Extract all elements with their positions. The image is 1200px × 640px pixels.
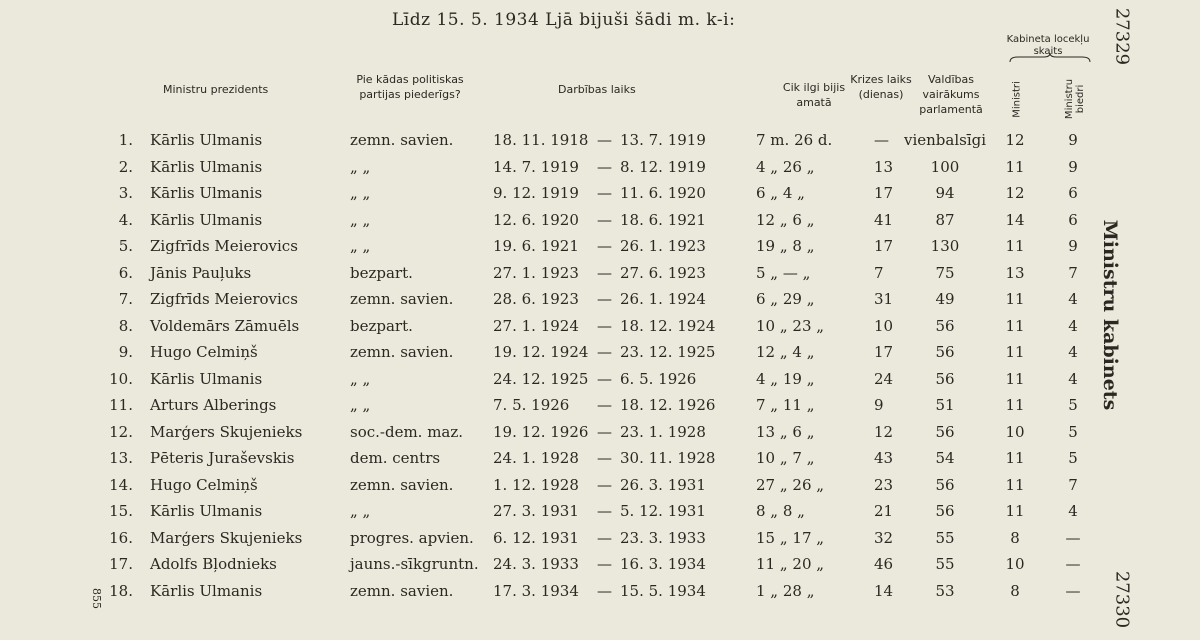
date-dash: — (597, 131, 612, 149)
duration: 7 m. 26 d. (756, 131, 833, 149)
crisis-days: 43 (874, 449, 894, 467)
party: „ „ (350, 396, 371, 414)
ministers-count: 12 (1005, 131, 1025, 149)
ministers-members-count: 5 (1068, 396, 1078, 414)
duration: 7 „ 11 „ (756, 396, 815, 414)
start-date: 24. 12. 1925 (493, 369, 589, 388)
crisis-days: 14 (874, 581, 894, 600)
row-number: 13. (109, 449, 133, 467)
start-date: 27. 1. 1923 (493, 263, 579, 282)
table-row (0, 578, 1200, 605)
table-row (0, 419, 1200, 446)
table-row (0, 286, 1200, 313)
header-crisis: Krizes laiks (dienas) (850, 73, 912, 101)
cabinet-table (0, 127, 1200, 604)
ministers-members-count: 4 (1068, 502, 1078, 520)
header-prime-minister: Ministru prezidents (163, 83, 269, 96)
crisis-days: — (874, 131, 889, 149)
duration: 27 „ 26 „ (756, 475, 825, 494)
crisis-days: 31 (874, 290, 894, 308)
majority: 56 (935, 369, 955, 388)
crisis-days: 41 (874, 210, 894, 229)
start-date: 19. 12. 1924 (493, 343, 589, 361)
brace-icon (1008, 52, 1092, 64)
duration: 19 „ 8 „ (756, 237, 815, 255)
prime-minister-name: Kārlis Ulmanis (150, 369, 263, 388)
party: bezpart. (350, 263, 413, 282)
party: zemn. savien. (350, 475, 454, 494)
ministers-count: 11 (1005, 369, 1025, 388)
prime-minister-name: Adolfs Bļodnieks (150, 555, 277, 573)
ministers-count: 11 (1005, 343, 1025, 361)
header-period: Darbības laiks (558, 83, 636, 96)
crisis-days: 24 (874, 369, 894, 388)
party: jauns.-sīkgruntn. (350, 555, 479, 573)
row-number: 2. (118, 157, 133, 176)
prime-minister-name: Kārlis Ulmanis (150, 210, 263, 229)
start-date: 28. 6. 1923 (493, 290, 579, 308)
ministers-members-count: 5 (1068, 422, 1078, 441)
start-date: 19. 12. 1926 (493, 422, 589, 441)
ministers-members-count: 4 (1068, 290, 1078, 308)
header-cabinet-members: Kabineta locekļu skaits (1006, 34, 1090, 57)
party: bezpart. (350, 316, 413, 335)
header-ministers: Ministri (1011, 81, 1023, 118)
row-number: 1. (118, 131, 133, 149)
start-date: 27. 1. 1924 (493, 316, 579, 335)
date-dash: — (597, 210, 612, 229)
date-dash: — (597, 369, 612, 388)
ministers-members-count: 6 (1068, 184, 1078, 202)
date-dash: — (597, 263, 612, 282)
duration: 10 „ 23 „ (756, 316, 825, 335)
crisis-days: 23 (874, 475, 894, 494)
end-date: 23. 1. 1928 (620, 422, 706, 441)
majority: 56 (935, 502, 955, 520)
prime-minister-name: Kārlis Ulmanis (150, 581, 263, 600)
crisis-days: 21 (874, 502, 894, 520)
prime-minister-name: Pēteris Juraševskis (150, 449, 295, 467)
majority: 54 (935, 449, 955, 467)
row-number: 3. (118, 184, 133, 202)
majority: 51 (935, 396, 955, 414)
crisis-days: 17 (874, 237, 894, 255)
date-dash: — (597, 555, 612, 573)
row-number: 15. (109, 502, 133, 520)
party: zemn. savien. (350, 581, 454, 600)
party: progres. apvien. (350, 528, 474, 547)
prime-minister-name: Arturs Alberings (150, 396, 277, 414)
majority: 75 (935, 263, 955, 282)
row-number: 10. (109, 369, 133, 388)
sheet-number-bottom: 27330 (1111, 570, 1133, 629)
table-row (0, 154, 1200, 181)
end-date: 23. 3. 1933 (620, 528, 706, 547)
end-date: 11. 6. 1920 (620, 184, 706, 202)
start-date: 12. 6. 1920 (493, 210, 579, 229)
start-date: 14. 7. 1919 (493, 157, 579, 176)
crisis-days: 9 (874, 396, 884, 414)
ministers-count: 12 (1005, 184, 1025, 202)
majority: 55 (935, 555, 955, 573)
duration: 8 „ 8 „ (756, 502, 805, 520)
date-dash: — (597, 422, 612, 441)
prime-minister-name: Voldemārs Zāmuēls (150, 316, 300, 335)
end-date: 23. 12. 1925 (620, 343, 716, 361)
duration: 5 „ — „ (756, 263, 811, 282)
prime-minister-name: Marģers Skujenieks (150, 422, 303, 441)
party: „ „ (350, 502, 371, 520)
start-date: 6. 12. 1931 (493, 528, 579, 547)
duration: 12 „ 4 „ (756, 343, 815, 361)
row-number: 4. (118, 210, 133, 229)
ministers-members-count: 7 (1068, 475, 1078, 494)
row-number: 7. (118, 290, 133, 308)
prime-minister-name: Hugo Celmiņš (150, 343, 258, 361)
start-date: 24. 3. 1933 (493, 555, 579, 573)
date-dash: — (597, 396, 612, 414)
duration: 6 „ 4 „ (756, 184, 805, 202)
crisis-days: 17 (874, 343, 894, 361)
end-date: 16. 3. 1934 (620, 555, 706, 573)
page-title: Līdz 15. 5. 1934 Ljā bijuši šādi m. k-i: (392, 10, 736, 30)
table-row (0, 366, 1200, 393)
prime-minister-name: Jānis Pauļuks (150, 263, 252, 282)
row-number: 18. (109, 581, 133, 600)
ministers-count: 8 (1010, 528, 1020, 547)
duration: 15 „ 17 „ (756, 528, 825, 547)
start-date: 7. 5. 1926 (493, 396, 570, 414)
ministers-count: 11 (1005, 316, 1025, 335)
row-number: 12. (109, 422, 133, 441)
start-date: 1. 12. 1928 (493, 475, 579, 494)
duration: 4 „ 26 „ (756, 157, 815, 176)
end-date: 30. 11. 1928 (620, 449, 716, 467)
end-date: 18. 12. 1926 (620, 396, 716, 414)
crisis-days: 32 (874, 528, 894, 547)
majority: 94 (935, 184, 955, 202)
date-dash: — (597, 290, 612, 308)
duration: 4 „ 19 „ (756, 369, 815, 388)
majority: 53 (935, 581, 955, 600)
end-date: 6. 5. 1926 (620, 369, 697, 388)
ministers-count: 11 (1005, 449, 1025, 467)
prime-minister-name: Zigfrīds Meierovics (150, 237, 298, 255)
party: dem. centrs (350, 449, 441, 467)
majority: 49 (935, 290, 955, 308)
date-dash: — (597, 475, 612, 494)
ministers-count: 11 (1005, 475, 1025, 494)
ministers-count: 14 (1005, 210, 1025, 229)
ministers-members-count: 4 (1068, 316, 1078, 335)
ministers-members-count: 4 (1068, 369, 1078, 388)
date-dash: — (597, 316, 612, 335)
ministers-count: 8 (1010, 581, 1020, 600)
prime-minister-name: Kārlis Ulmanis (150, 502, 263, 520)
date-dash: — (597, 502, 612, 520)
ministers-members-count: 7 (1068, 263, 1078, 282)
party: „ „ (350, 237, 371, 255)
start-date: 9. 12. 1919 (493, 184, 579, 202)
crisis-days: 13 (874, 157, 894, 176)
prime-minister-name: Kārlis Ulmanis (150, 157, 263, 176)
table-row (0, 525, 1200, 552)
crisis-days: 7 (874, 263, 884, 282)
end-date: 26. 1. 1924 (620, 290, 706, 308)
crisis-days: 46 (874, 555, 894, 573)
row-number: 17. (109, 555, 133, 573)
row-number: 11. (109, 396, 133, 414)
date-dash: — (597, 581, 612, 600)
row-number: 5. (118, 237, 133, 255)
end-date: 18. 6. 1921 (620, 210, 706, 229)
table-row (0, 498, 1200, 525)
ministers-count: 11 (1005, 502, 1025, 520)
ministers-members-count: — (1065, 581, 1081, 600)
duration: 10 „ 7 „ (756, 449, 815, 467)
table-row (0, 207, 1200, 234)
header-ministers-members: Ministru biedri (1064, 78, 1086, 120)
duration: 11 „ 20 „ (756, 555, 825, 573)
prime-minister-name: Kārlis Ulmanis (150, 184, 263, 202)
majority: vienbalsīgi (904, 131, 987, 149)
date-dash: — (597, 343, 612, 361)
majority: 55 (935, 528, 955, 547)
end-date: 26. 1. 1923 (620, 237, 706, 255)
majority: 100 (930, 157, 960, 176)
ministers-members-count: — (1065, 528, 1081, 547)
ministers-members-count: 9 (1068, 157, 1078, 176)
crisis-days: 10 (874, 316, 894, 335)
ministers-count: 10 (1005, 555, 1025, 573)
crisis-days: 17 (874, 184, 894, 202)
start-date: 19. 6. 1921 (493, 237, 579, 255)
ministers-members-count: — (1065, 555, 1081, 573)
majority: 87 (935, 210, 955, 229)
ministers-count: 11 (1005, 237, 1025, 255)
start-date: 18. 11. 1918 (493, 131, 589, 149)
majority: 56 (935, 422, 955, 441)
header-duration: Cik ilgi bijis amatā (782, 81, 846, 109)
crisis-days: 12 (874, 422, 894, 441)
duration: 13 „ 6 „ (756, 422, 815, 441)
table-row (0, 472, 1200, 499)
row-number: 6. (118, 263, 133, 282)
header-party: Pie kādas politiskas partijas piederīgs? (356, 73, 464, 101)
end-date: 13. 7. 1919 (620, 131, 706, 149)
start-date: 17. 3. 1934 (493, 581, 579, 600)
date-dash: — (597, 449, 612, 467)
date-dash: — (597, 237, 612, 255)
party: „ „ (350, 369, 371, 388)
table-row (0, 180, 1200, 207)
ministers-count: 11 (1005, 396, 1025, 414)
ministers-count: 13 (1005, 263, 1025, 282)
prime-minister-name: Kārlis Ulmanis (150, 131, 263, 149)
party: „ „ (350, 210, 371, 229)
table-row (0, 313, 1200, 340)
table-row (0, 445, 1200, 472)
row-number: 8. (118, 316, 133, 335)
majority: 56 (935, 343, 955, 361)
ministers-members-count: 9 (1068, 131, 1078, 149)
ministers-members-count: 4 (1068, 343, 1078, 361)
side-title: Ministru kabinets (1099, 219, 1121, 411)
majority: 56 (935, 316, 955, 335)
row-number: 16. (109, 528, 133, 547)
end-date: 18. 12. 1924 (620, 316, 716, 335)
majority: 130 (930, 237, 960, 255)
party: soc.-dem. maz. (350, 422, 464, 441)
ministers-count: 10 (1005, 422, 1025, 441)
date-dash: — (597, 528, 612, 547)
majority: 56 (935, 475, 955, 494)
sheet-number-top: 27329 (1111, 7, 1133, 66)
table-row (0, 127, 1200, 154)
duration: 6 „ 29 „ (756, 290, 815, 308)
party: „ „ (350, 157, 371, 176)
page-number: 855 (90, 588, 103, 609)
ministers-members-count: 6 (1068, 210, 1078, 229)
prime-minister-name: Zigfrīds Meierovics (150, 290, 298, 308)
party: zemn. savien. (350, 131, 454, 149)
party: „ „ (350, 184, 371, 202)
ministers-count: 11 (1005, 157, 1025, 176)
table-row (0, 339, 1200, 366)
date-dash: — (597, 184, 612, 202)
header-majority: Valdības vairākums parlamentā (919, 73, 983, 116)
ministers-members-count: 9 (1068, 237, 1078, 255)
end-date: 15. 5. 1934 (620, 581, 706, 600)
row-number: 14. (109, 475, 133, 494)
row-number: 9. (118, 343, 133, 361)
party: zemn. savien. (350, 290, 454, 308)
duration: 12 „ 6 „ (756, 210, 815, 229)
start-date: 24. 1. 1928 (493, 449, 579, 467)
table-row (0, 392, 1200, 419)
table-row (0, 233, 1200, 260)
table-row (0, 260, 1200, 287)
end-date: 8. 12. 1919 (620, 157, 706, 176)
end-date: 5. 12. 1931 (620, 502, 706, 520)
ministers-count: 11 (1005, 290, 1025, 308)
end-date: 27. 6. 1923 (620, 263, 706, 282)
prime-minister-name: Marģers Skujenieks (150, 528, 303, 547)
ministers-members-count: 5 (1068, 449, 1078, 467)
table-row (0, 551, 1200, 578)
duration: 1 „ 28 „ (756, 581, 815, 600)
start-date: 27. 3. 1931 (493, 502, 579, 520)
prime-minister-name: Hugo Celmiņš (150, 475, 258, 494)
date-dash: — (597, 157, 612, 176)
party: zemn. savien. (350, 343, 454, 361)
end-date: 26. 3. 1931 (620, 475, 706, 494)
